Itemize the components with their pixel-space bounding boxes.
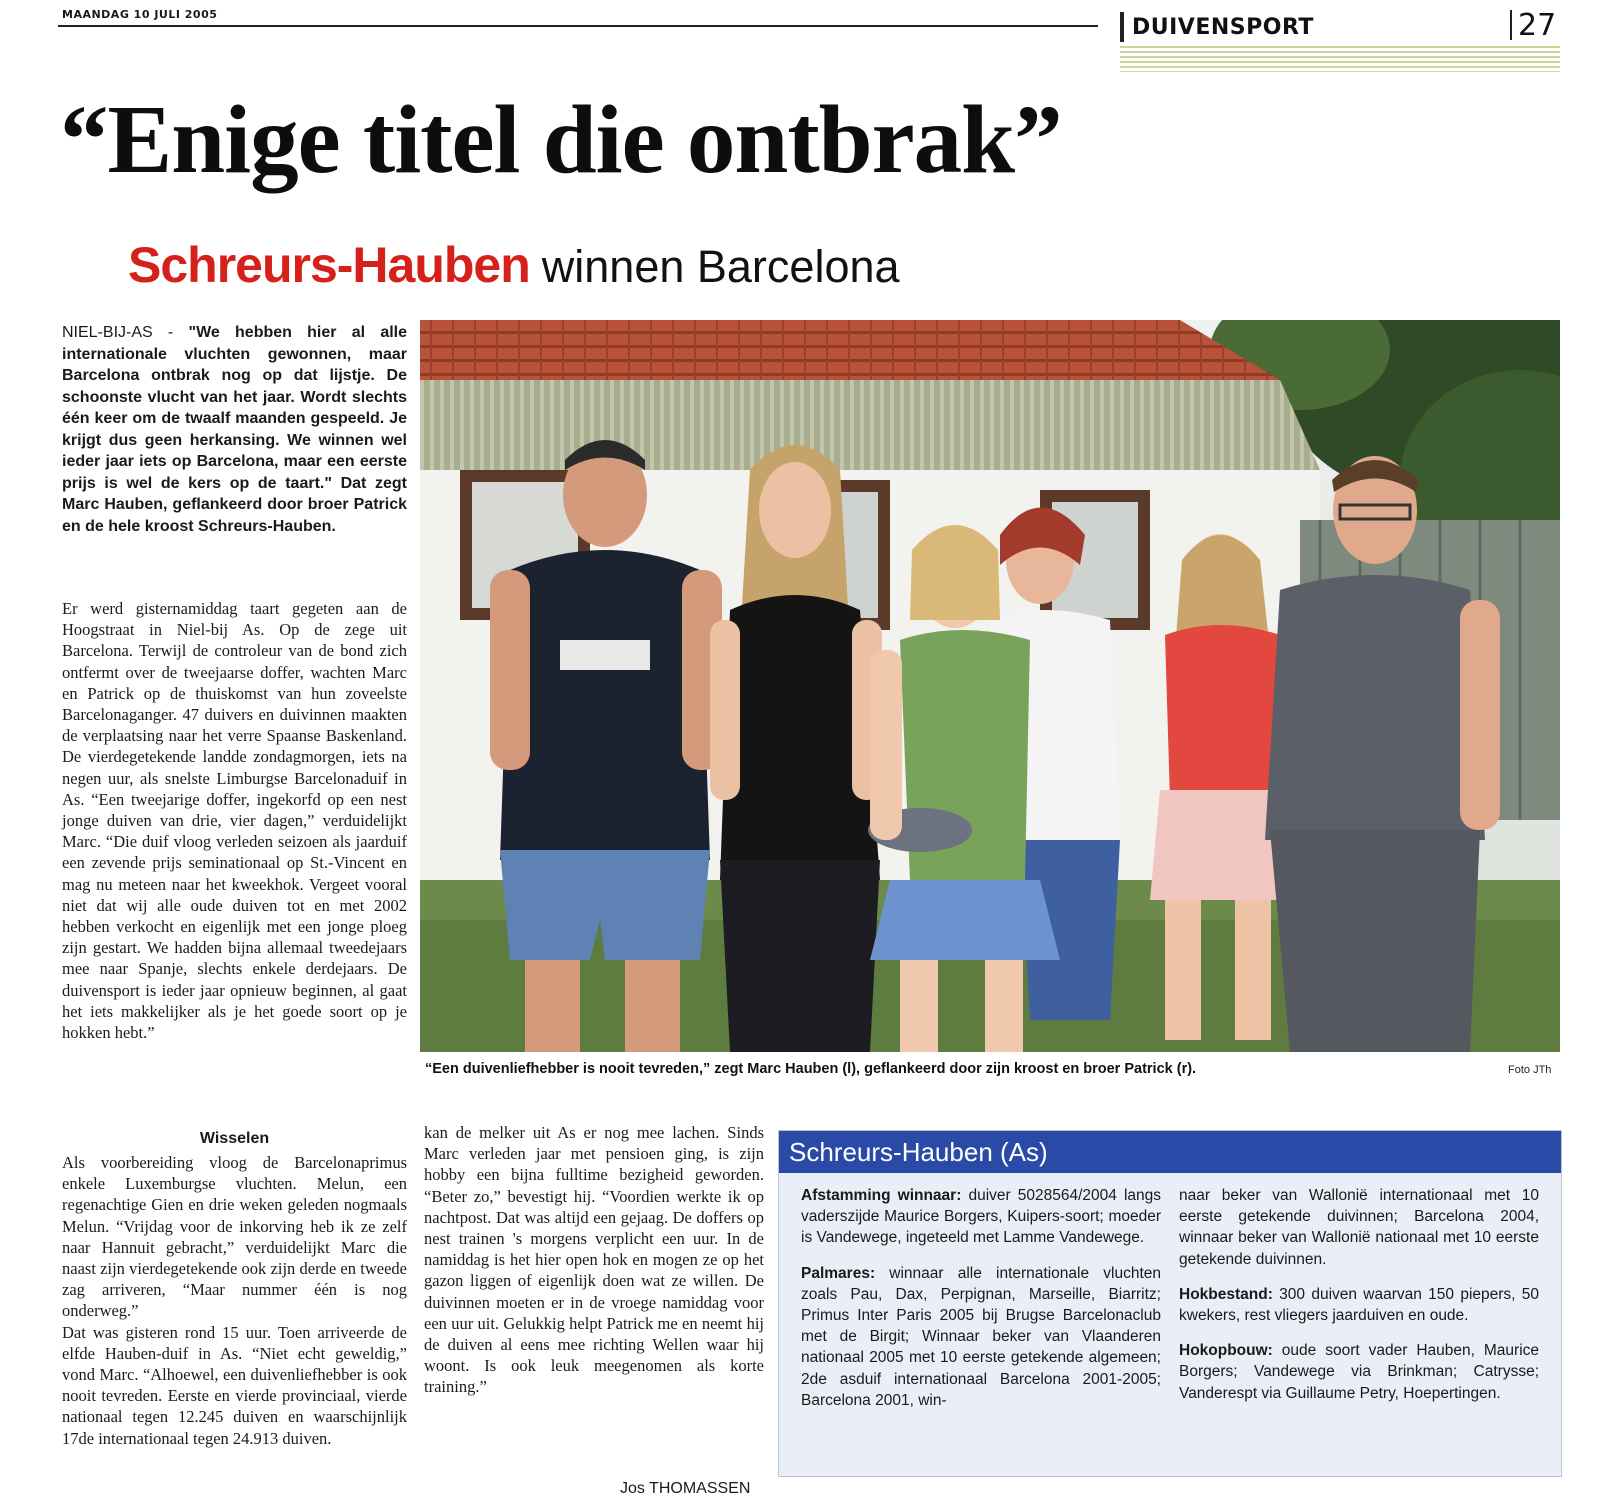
info-box-title: Schreurs-Hauben (As) [789, 1137, 1048, 1167]
family-photo [420, 320, 1560, 1052]
subhead-red: Schreurs-Hauben [128, 237, 530, 293]
palmares-text: winnaar alle internationale vluchten zoals Pau, Dax, Perpignan, Marseille, Biarritz; Primus Inter Paris 2005 bij Brugse Barcelonaclub met de Birgit; Winnaar beker van Vlaanderen nationaal 2005 met 10 eerste getekende algemeen; 2de asduif internationaal Barcelona 2001-2005; Barcelona 2001, win- [801, 1264, 1161, 1409]
palmares-continued: naar beker van Wallonië internationaal met 10 eerste getekende duivinnen; Barcelona 2004, winnaar beker van Wallonië nationaal met 10 eerste getekende duivinnen. [1179, 1187, 1539, 1268]
lead-text: "We hebben hier al alle internationale vluchten gewonnen, maar Barcelona ontbrak nog op dat lijstje. De schoonste vlucht van het jaar. Wordt slechts één keer om de twaalf maanden gespeeld. Je krijgt dus geen herkansing. We winnen wel ieder jaar iets op Barcelona, maar een eerste prijs is wel de kers op de taart." Dat zegt Marc Hauben, geflankeerd door broer Patrick en de hele kroost Schreurs-Hauben. [62, 324, 408, 535]
hokbestand-label: Hokbestand: [1179, 1285, 1273, 1303]
info-box [778, 1130, 1562, 1477]
hokopbouw-label: Hokopbouw: [1179, 1342, 1273, 1360]
headline: “Enige titel die ontbrak” [60, 86, 1062, 193]
afstamming-label: Afstamming winnaar: [801, 1187, 962, 1204]
hokopbouw-text: oude soort vader Hauben, Maurice Borgers; Vandewege via Brinkman; Catrysse; Vanderespt via Guillaume Petry, Hoepertingen. [1179, 1342, 1540, 1402]
photo-caption: “Een duivenliefhebber is nooit tevreden,” zegt Marc Hauben (l), geflankeerd door zijn kroost en broer Patrick (r). [425, 1061, 1197, 1077]
info-box-right-column [1179, 1185, 1539, 1418]
section-header [1120, 8, 1560, 44]
body-column-2-bottom: kan de melker uit As er nog mee lachen. Sinds Marc verleden jaar met pensioen ging, is zijn hobby een bijna fulltime bezigheid geworden. “Beter zo,” bevestigt hij. “Voordien werkte ik op nachtpost. Dat was altijd een gejaag. De doffers op nest trainen 's morgens verplicht een uur. In de namiddag is het hier open hok en mogen ze op het gazon liggen of eigenlijk doen wat ze willen. De duivinnen moeten er in de vroege namiddag voor een uur uit. Gelukkig helpt Patrick me en neemt hij de duiven al eens mee richting Wellen waar hij woont. Is ook leuk meegenomen als korte training.” [424, 1123, 764, 1397]
info-box-left-column [801, 1185, 1161, 1425]
photo-illustration [420, 320, 1560, 1052]
subheading: Wisselen [199, 1130, 270, 1147]
body-column-1: Er werd gisternamiddag taart gegeten aan de Hoogstraat in Niel-bij As. Op de zege uit Barcelona. Terwijl de controleur van de bond zich ontfermt over de tweejaarse doffer, wachten Marc en Patrick op de thuiskomst van hun zoveelste Barcelonaganger. 47 duivers en duivinnen maakten de verplaatsing naar het verre Spaanse Baskenland. De vierdegetekende landde zondagmorgen, iets na negen uur, als snelste Limburgse Barcelonaduif in As. “Een tweejarige doffer, ingekorfd op een nest jonge duiven van drie, vier dagen,” verduidelijkt Marc. “Die duif vloog verleden seizoen als jaarduif een zevende prijs seminationaal op St.-Vincent en mag nu meteen naar het kweekhok. Vergeet vooral niet dat wij alle oude duiven tot en met 2002 hebben verkocht en eigenlijk met een jonge ploeg zijn gestart. We hadden bijna allemaal tweedejaars mee naar Spanje, slechts enkele derdejaars. De duivensport is ieder jaar opnieuw beginnen, al gaat het iets makkelijker als je het goede soort op je hokken hebt.” [62, 599, 407, 1043]
page-number: 27 [1518, 8, 1557, 43]
page-number-divider [1510, 10, 1512, 40]
lead-paragraph [62, 322, 407, 537]
top-rule [58, 25, 1098, 27]
subheadline [128, 236, 900, 294]
body-column-1-bottom [62, 1152, 407, 1449]
subhead-black: winnen Barcelona [541, 241, 900, 292]
hokopbouw-paragraph [1179, 1340, 1539, 1404]
body-paragraph: Als voorbereiding vloog de Barcelonaprimus enkele Luxemburgse vluchten. Melun, een regenachtige Gien en drie weken geleden nogmaals Melun. “Vrijdag voor de inkorving heb ik ze zelf naar Hannuit gebracht,” verduidelijkt Marc die naast zijn vierdegetekende ook zijn derde en tweede zag arriveren, “Maar nummer één is nog onderweg.” [62, 1153, 407, 1321]
section-stripes [1120, 46, 1560, 72]
section-label: DUIVENSPORT [1132, 15, 1314, 40]
hokbestand-text: 300 duiven waarvan 150 piepers, 50 kwekers, rest vliegers jaarduiven en oude. [1179, 1285, 1539, 1325]
afstamming-text: duiver 5028564/2004 langs vaderszijde Maurice Borgers, Kuipers-soort; moeder is Vandewege, ingeteeld met Lamme Vandewege. [801, 1187, 1161, 1247]
body-paragraph: Dat was gisteren rond 15 uur. Toen arriveerde de elfde Hauben-duif in As. “Niet echt geweldig,” vond Marc. “Alhoewel, een duivenliefhebber is ook nooit tevreden. Eerste en vierde provinciaal, vierde nationaal tegen 12.245 duiven en waarschijnlijk 17de internationaal tegen 24.913 duiven. [62, 1322, 407, 1448]
palmares-label: Palmares: [801, 1264, 876, 1282]
info-box-title-bar [779, 1131, 1561, 1173]
lead-place: NIEL-BIJ-AS - [62, 324, 189, 341]
section-bar [1120, 12, 1124, 42]
byline: Jos THOMASSEN [620, 1480, 751, 1497]
photo-credit: Foto JTh [1508, 1064, 1552, 1076]
dateline: MAANDAG 10 JULI 2005 [62, 8, 218, 21]
hokbestand-paragraph [1179, 1284, 1539, 1326]
afstamming-paragraph [801, 1185, 1161, 1249]
palmares-paragraph [801, 1263, 1161, 1411]
